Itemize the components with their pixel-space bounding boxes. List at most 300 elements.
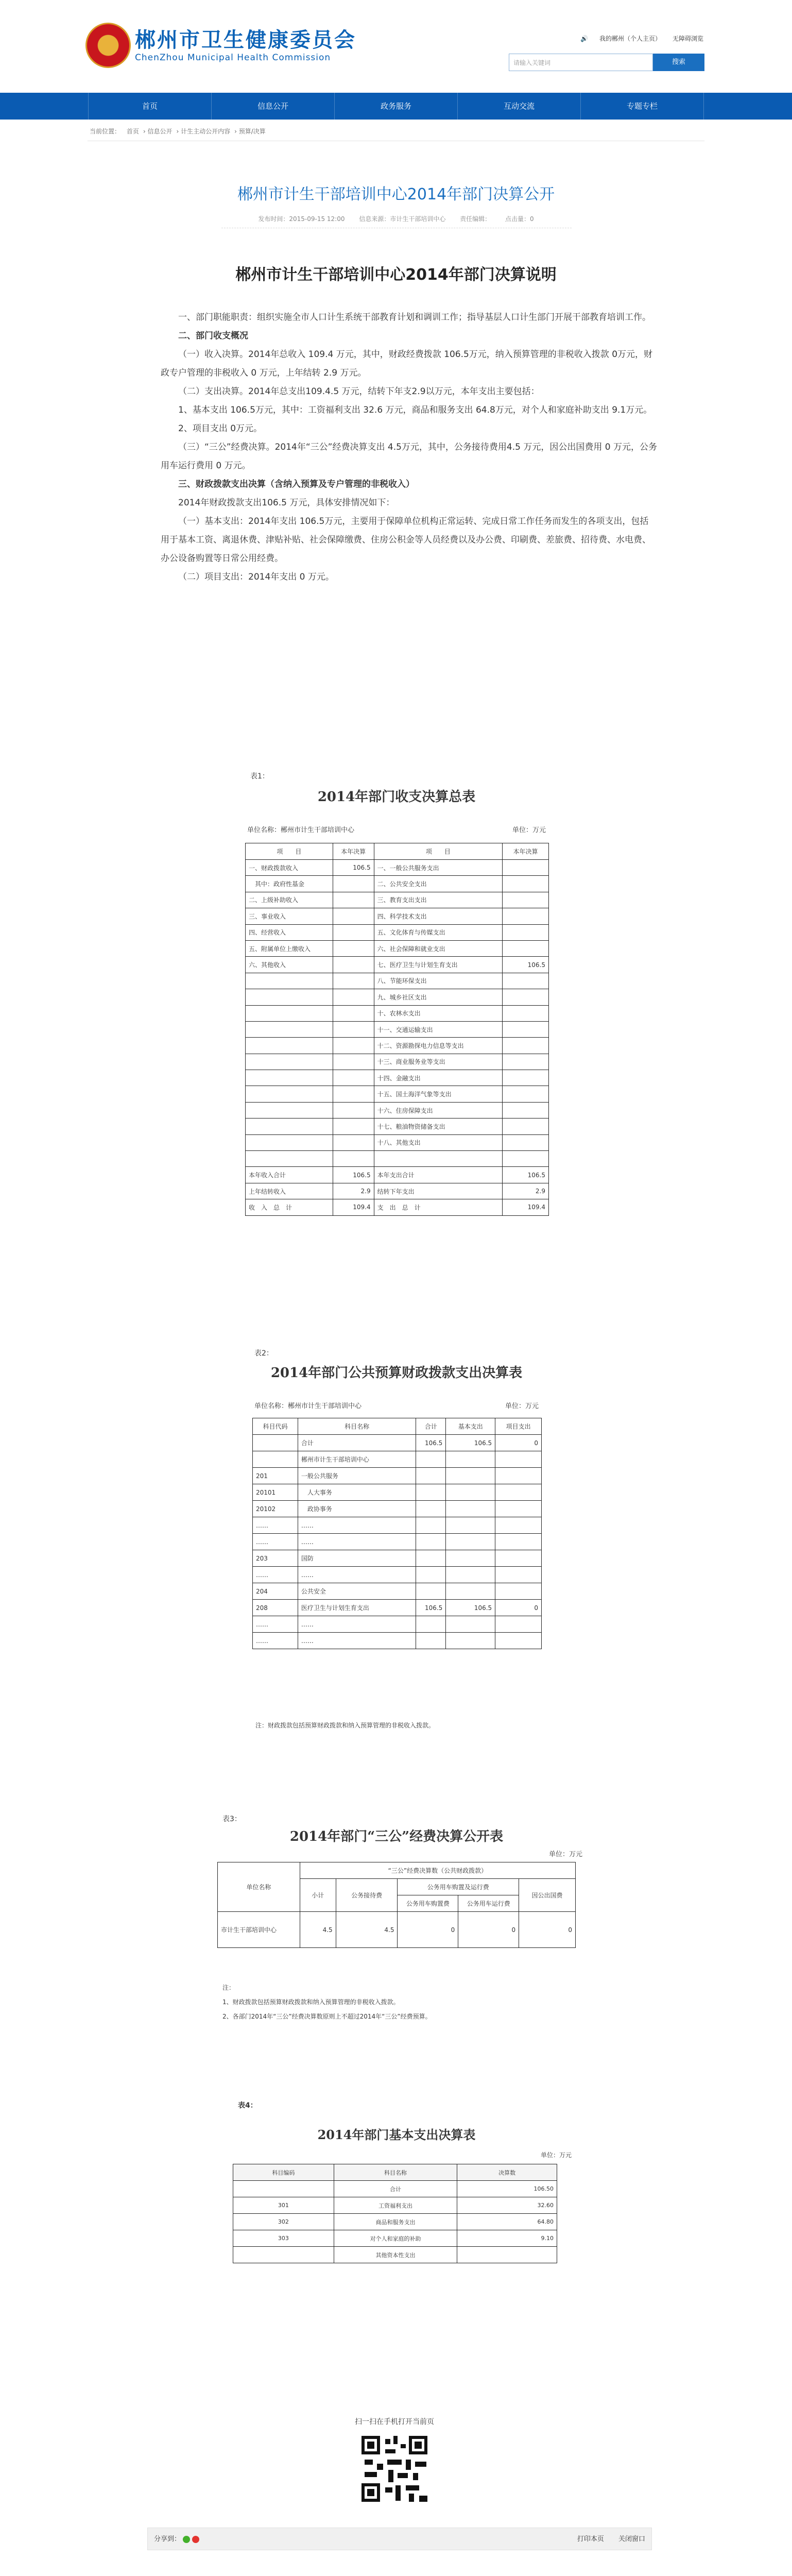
table-cell: 0 (495, 1600, 542, 1616)
table-cell (446, 1616, 495, 1633)
table-cell (374, 1151, 502, 1167)
table-cell: 十一、交通运输支出 (374, 1021, 502, 1037)
table2-unit: 单位：万元 (505, 1402, 539, 1410)
t3-cell: 0 (398, 1912, 458, 1948)
table-cell (446, 1501, 495, 1517)
table-cell (416, 1633, 446, 1649)
table-cell: 106.5 (333, 860, 374, 876)
col-head: 合计 (416, 1418, 446, 1435)
table-cell (416, 1484, 446, 1501)
table-cell (446, 1451, 495, 1468)
table-cell: 五、附属单位上缴收入 (246, 940, 333, 956)
table1-title: 2014年部门收支决算总表 (317, 789, 476, 805)
table-cell (503, 892, 549, 908)
table-cell (446, 1633, 495, 1649)
col-head: 项目支出 (495, 1418, 542, 1435)
accessibility-link[interactable]: 无障碍浏览 (672, 35, 703, 42)
t3-cell: 市计生干部培训中心 (218, 1912, 300, 1948)
table-cell: 109.4 (333, 1199, 374, 1215)
table-cell (495, 1517, 542, 1534)
table-cell: …… (298, 1567, 416, 1583)
table-cell (416, 1534, 446, 1550)
table-cell (503, 1054, 549, 1070)
t3-h-top: “三公”经费决算数（公共财政拨款） (300, 1862, 575, 1879)
table-row (246, 860, 549, 876)
table-row (246, 973, 549, 989)
table-cell (333, 1070, 374, 1086)
table-row (253, 1468, 542, 1484)
table-cell: 106.5 (446, 1435, 495, 1451)
para: （一）收入决算。2014年总收入 109.4 万元，其中，财政经费拨款 106.5万元，纳入预算管理的非税收入拨款 0万元，财政专户管理的非税收入 0 万元，上年结转 2.9 万元。 (161, 349, 653, 378)
table-cell: 本年收入合计 (246, 1167, 333, 1183)
breadcrumb-budget[interactable]: 预算/决算 (238, 128, 266, 135)
table-cell: 301 (233, 2197, 334, 2214)
table-row (246, 1134, 549, 1150)
note-line: 2、各部门2014年“三公”经费决算数原则上不超过2014年“三公”经费预算。 (222, 2013, 432, 2020)
table-cell (446, 1468, 495, 1484)
breadcrumb-planning[interactable]: 计生主动公开内容 (181, 128, 231, 135)
table-cell: 109.4 (503, 1199, 549, 1215)
table-row (246, 1070, 549, 1086)
table-cell: 106.5 (446, 1600, 495, 1616)
table-cell (416, 1567, 446, 1583)
t3-h-unit: 单位名称 (218, 1862, 300, 1912)
table-cell: 64.80 (457, 2214, 557, 2230)
col-head: 决算数 (457, 2164, 557, 2181)
table-row (246, 1086, 549, 1102)
table-cell: 公共安全 (298, 1583, 416, 1600)
table-cell: 一般公共服务 (298, 1468, 416, 1484)
table-cell (333, 876, 374, 892)
table-cell (495, 1484, 542, 1501)
table-row (253, 1550, 542, 1567)
nav-home[interactable]: 首页 (88, 93, 212, 120)
site-title-cn[interactable]: 郴州市卫生健康委员会 (135, 28, 356, 52)
table-cell: 六、其他收入 (246, 957, 333, 973)
col-head: 项 目 (374, 843, 502, 860)
qr-code-icon (359, 2434, 429, 2504)
table-cell (503, 1118, 549, 1134)
table-row (233, 2197, 557, 2214)
table-row (246, 1054, 549, 1070)
wechat-share-icon[interactable] (183, 2536, 190, 2543)
table-cell (446, 1583, 495, 1600)
table-cell (503, 1038, 549, 1054)
table-cell: 三、教育支出支出 (374, 892, 502, 908)
table-cell (246, 989, 333, 1005)
table-cell (246, 1038, 333, 1054)
table-cell: 十八、其他支出 (374, 1134, 502, 1150)
table-cell (503, 876, 549, 892)
table-cell (446, 1517, 495, 1534)
table-row (253, 1517, 542, 1534)
table-cell (416, 1616, 446, 1633)
table-cell (246, 1151, 333, 1167)
para: （二）项目支出：2014年支出 0 万元。 (178, 572, 334, 582)
table-cell: 本年支出合计 (374, 1167, 502, 1183)
table1 (245, 843, 549, 1216)
table4-label: 表4： (238, 2102, 257, 2110)
table-cell: 合计 (334, 2181, 457, 2197)
para: （二）支出决算。2014年总支出109.4.5 万元，结转下年支2.9以万元，本年支出主要包括： (178, 386, 540, 397)
share-bar (147, 2528, 652, 2550)
table-cell (495, 1633, 542, 1649)
table-cell (495, 1534, 542, 1550)
site-title-en: ChenZhou Municipal Health Commission (135, 53, 331, 63)
table-cell (457, 2247, 557, 2263)
close-window-button[interactable]: 关闭窗口 (618, 2535, 645, 2543)
para: （一）基本支出：2014年支出 106.5万元，主要用于保障单位机构正常运转、完成日常工作任务而发生的各项支出，包括用于基本工资、离退休费、津贴补贴、社会保障缴费、住房公积金等人员经费以及办公费、印刷费、差旅费、招待费、水电费、办公设备购置等日常公用经费。 (161, 516, 651, 564)
table-cell (503, 924, 549, 940)
table-cell (503, 1086, 549, 1102)
table-cell: 十六、住房保障支出 (374, 1102, 502, 1118)
table1-unit: 单位：万元 (512, 826, 546, 834)
table-row (246, 1005, 549, 1021)
table-cell (503, 989, 549, 1005)
para: 1、基本支出 106.5万元，其中：工资福利支出 32.6 万元，商品和服务支出 64.8万元，对个人和家庭补助支出 9.1万元。 (178, 405, 652, 415)
table-cell (333, 989, 374, 1005)
table-cell: 政协事务 (298, 1501, 416, 1517)
table3-notes (222, 1980, 432, 2024)
print-button[interactable]: 打印本页 (577, 2535, 604, 2543)
table-cell (246, 1134, 333, 1150)
table-cell: 合计 (298, 1435, 416, 1451)
weibo-share-icon[interactable] (192, 2536, 199, 2543)
note-line: 注： (222, 1984, 235, 1991)
table-cell (495, 1451, 542, 1468)
table-cell: 一、一般公共服务支出 (374, 860, 502, 876)
table-cell: 其他资本性支出 (334, 2247, 457, 2263)
table-cell (333, 892, 374, 908)
table-cell (333, 908, 374, 924)
table-cell (495, 1567, 542, 1583)
table-cell: 106.5 (416, 1435, 446, 1451)
table-row (246, 1118, 549, 1134)
nav-gov-service[interactable]: 政务服务 (335, 93, 458, 120)
table-cell: 二、上级补助收入 (246, 892, 333, 908)
para: （三）“三公”经费决算。2014年“三公”经费决算支出 4.5万元，其中，公务接待费用4.5 万元，因公出国费用 0 万元，公务用车运行费用 0 万元。 (161, 442, 657, 471)
national-emblem-icon (85, 23, 131, 68)
table-cell: …… (298, 1534, 416, 1550)
table-cell (446, 1484, 495, 1501)
table-cell (253, 1435, 298, 1451)
table-cell (495, 1468, 542, 1484)
table3-title: 2014年部门“三公”经费决算公开表 (289, 1829, 504, 1844)
speaker-icon[interactable]: 🔊 (580, 35, 588, 42)
main-nav (0, 93, 792, 120)
table-row (246, 989, 549, 1005)
table-cell: 五、文化体育与传媒支出 (374, 924, 502, 940)
table-cell: 106.5 (503, 1167, 549, 1183)
table-cell: 十五、国土海洋气象等支出 (374, 1086, 502, 1102)
note-line: 1、财政拨款包括预算财政拨款和纳入预算管理的非税收入拨款。 (222, 1998, 400, 2006)
table-cell: …… (253, 1616, 298, 1633)
table-cell: 2.9 (503, 1183, 549, 1199)
table-cell: 2.9 (333, 1183, 374, 1199)
t3-cell: 0 (458, 1912, 519, 1948)
table3 (217, 1862, 576, 1948)
table-cell: 六、社会保障和就业支出 (374, 940, 502, 956)
table-cell (503, 940, 549, 956)
table-cell: 上年结转收入 (246, 1183, 333, 1199)
table-cell (233, 2181, 334, 2197)
table1-unitline (247, 824, 546, 834)
para: 2、项目支出 0万元。 (178, 423, 263, 434)
table-cell (333, 1054, 374, 1070)
t3-cell: 4.5 (300, 1912, 336, 1948)
table-cell: 四、经营收入 (246, 924, 333, 940)
table-row (246, 924, 549, 940)
table-cell (495, 1550, 542, 1567)
table-cell (233, 2247, 334, 2263)
table2-title: 2014年部门公共预算财政拨款支出决算表 (270, 1365, 523, 1381)
table-cell: 八、节能环保支出 (374, 973, 502, 989)
table-cell: 工资福利支出 (334, 2197, 457, 2214)
table-cell (333, 957, 374, 973)
table-cell: 106.5 (503, 957, 549, 973)
table2-org: 单位名称：郴州市计生干部培训中心 (254, 1402, 362, 1410)
table-cell (333, 1134, 374, 1150)
table-cell (503, 1151, 549, 1167)
table-cell: 二、公共安全支出 (374, 876, 502, 892)
table-cell (416, 1468, 446, 1484)
table-cell (503, 908, 549, 924)
table-cell (503, 1070, 549, 1086)
table-cell (246, 973, 333, 989)
table-cell (246, 1005, 333, 1021)
table-cell: …… (253, 1517, 298, 1534)
table-row (233, 2181, 557, 2197)
table-cell: 203 (253, 1550, 298, 1567)
doc-title: 郴州市计生干部培训中心2014年部门决算说明 (235, 266, 557, 284)
table-cell: 人大事务 (298, 1484, 416, 1501)
table-cell (503, 1005, 549, 1021)
table1-label: 表1： (250, 772, 269, 781)
para: 2014年财政拨款支出106.5 万元，具体安排情况如下： (178, 498, 395, 508)
table-cell: 20102 (253, 1501, 298, 1517)
table-row (253, 1583, 542, 1600)
table2 (252, 1418, 542, 1649)
breadcrumb: 当前位置： 首页 › 信息公开 › 计生主动公开内容 › 预算/决算 (88, 122, 704, 141)
table1-org: 单位名称：郴州市计生干部培训中心 (247, 826, 355, 834)
table-row (233, 2214, 557, 2230)
col-head: 本年决算 (503, 843, 549, 860)
table-cell (333, 1005, 374, 1021)
table-cell: 0 (495, 1435, 542, 1451)
table2-note: 注：财政拨款包括预算财政拨款和纳入预算管理的非税收入拨款。 (255, 1722, 435, 1729)
t3-h-abroad: 因公出国费 (519, 1879, 576, 1912)
table-cell: 十、农林水支出 (374, 1005, 502, 1021)
table-cell: 106.5 (333, 1167, 374, 1183)
table-cell: 九、城乡社区支出 (374, 989, 502, 1005)
t3-h-recv: 公务接待费 (336, 1879, 398, 1912)
table-row (253, 1633, 542, 1649)
article-title: 郴州市计生干部培训中心2014年部门决算公开 (237, 185, 555, 204)
table-cell: 十三、商业服务业等支出 (374, 1054, 502, 1070)
table-cell (253, 1451, 298, 1468)
table-cell: 结转下年支出 (374, 1183, 502, 1199)
table-cell: 106.5 (416, 1600, 446, 1616)
table-cell (333, 1038, 374, 1054)
table-cell: 106.50 (457, 2181, 557, 2197)
table-cell: 国防 (298, 1550, 416, 1567)
breadcrumb-home[interactable]: 首页 (126, 128, 139, 135)
t3-h-car-buy: 公务用车购置费 (398, 1895, 458, 1912)
nav-info-public[interactable]: 信息公开 (212, 93, 335, 120)
table-row (233, 2230, 557, 2247)
table-cell (495, 1616, 542, 1633)
table-cell (246, 1070, 333, 1086)
table-row (253, 1435, 542, 1451)
article-meta (88, 214, 704, 223)
col-head: 科目代码 (253, 1418, 298, 1435)
t3-cell: 4.5 (336, 1912, 398, 1948)
table-row (253, 1600, 542, 1616)
para: 二、部门收支概况 (178, 331, 248, 341)
table-cell: 204 (253, 1583, 298, 1600)
table-cell: 医疗卫生与计划生育支出 (298, 1600, 416, 1616)
col-head: 基本支出 (446, 1418, 495, 1435)
table-cell (416, 1517, 446, 1534)
table-row (253, 1501, 542, 1517)
table-cell: 收 入 总 计 (246, 1199, 333, 1215)
table-cell (416, 1583, 446, 1600)
table-cell (495, 1583, 542, 1600)
table3-label: 表3： (222, 1815, 242, 1823)
col-head: 科目名称 (298, 1418, 416, 1435)
table-row (246, 1151, 549, 1167)
table-cell: …… (253, 1567, 298, 1583)
table-cell: …… (253, 1534, 298, 1550)
col-head: 本年决算 (333, 843, 374, 860)
table3-unit: 单位：万元 (549, 1851, 583, 1858)
table-cell: 302 (233, 2214, 334, 2230)
table-cell (416, 1451, 446, 1468)
table-cell: …… (298, 1633, 416, 1649)
search-button[interactable]: 搜索 (653, 54, 704, 71)
table-cell (246, 1102, 333, 1118)
breadcrumb-prefix: 当前位置： (90, 128, 121, 135)
table-row (233, 2247, 557, 2263)
table-cell: 十四、金融支出 (374, 1070, 502, 1086)
table-cell (503, 1102, 549, 1118)
table-cell (246, 1086, 333, 1102)
table-cell (416, 1550, 446, 1567)
table-row (246, 876, 549, 892)
table-cell (503, 1021, 549, 1037)
editor: 责任编辑： (460, 215, 491, 223)
table-cell: 支 出 总 计 (374, 1199, 502, 1215)
breadcrumb-info[interactable]: 信息公开 (147, 128, 173, 135)
table-cell: 9.10 (457, 2230, 557, 2247)
table-row (253, 1451, 542, 1468)
table-cell (333, 973, 374, 989)
table-cell (333, 1118, 374, 1134)
table-row (246, 957, 549, 973)
table-row (246, 940, 549, 956)
click-count: 点击量：0 (505, 215, 534, 223)
table-cell: 201 (253, 1468, 298, 1484)
site-header (0, 0, 792, 93)
nav-topics[interactable]: 专题专栏 (581, 93, 704, 120)
table-cell: 其中：政府性基金 (246, 876, 333, 892)
table-cell: 208 (253, 1600, 298, 1616)
t3-h-total: 小计 (300, 1879, 336, 1912)
table-row (246, 1102, 549, 1118)
table-cell (333, 924, 374, 940)
table-cell: 四、科学技术支出 (374, 908, 502, 924)
table-cell (333, 1102, 374, 1118)
table-cell (333, 940, 374, 956)
table4-title: 2014年部门基本支出决算表 (317, 2127, 476, 2142)
table-cell (446, 1550, 495, 1567)
table-cell: 303 (233, 2230, 334, 2247)
table-cell: 郴州市计生干部培训中心 (298, 1451, 416, 1468)
table-cell (503, 973, 549, 989)
nav-interaction[interactable]: 互动交流 (458, 93, 581, 120)
table-cell (333, 1021, 374, 1037)
table-row (246, 1199, 549, 1215)
table-cell (503, 1134, 549, 1150)
table-cell: 三、事业收入 (246, 908, 333, 924)
table-cell: 商品和服务支出 (334, 2214, 457, 2230)
col-head: 项 目 (246, 843, 333, 860)
top-links (580, 34, 703, 43)
table-cell: 32.60 (457, 2197, 557, 2214)
table2-label: 表2： (254, 1349, 273, 1358)
table-cell (333, 1151, 374, 1167)
table-cell (246, 1021, 333, 1037)
table-row (246, 1021, 549, 1037)
para: 三、财政拨款支出决算（含纳入预算及专户管理的非税收入） (178, 479, 415, 489)
table-cell (446, 1534, 495, 1550)
table-cell (446, 1567, 495, 1583)
t3-h-car: 公务用车购置及运行费 (398, 1879, 519, 1895)
table-cell: …… (253, 1633, 298, 1649)
table-cell (333, 1086, 374, 1102)
t3-h-car-run: 公务用车运行费 (458, 1895, 519, 1912)
table-cell: 七、医疗卫生与计划生育支出 (374, 957, 502, 973)
table-row (253, 1534, 542, 1550)
share-label: 分享到： (154, 2535, 181, 2543)
table-row (246, 892, 549, 908)
para: 一、部门职能职责：组织实施全市人口计生系统干部教育计划和调训工作；指导基层人口计生部门开展干部教育培训工作。 (178, 312, 651, 323)
table-row (246, 908, 549, 924)
table-row (246, 1167, 549, 1183)
table-cell (246, 1054, 333, 1070)
table-cell: 一、财政拨款收入 (246, 860, 333, 876)
table2-unitline (254, 1400, 539, 1410)
table-cell: 十七、粮油物资储备支出 (374, 1118, 502, 1134)
t3-cell: 0 (519, 1912, 576, 1948)
table-row (246, 1183, 549, 1199)
table-row (253, 1484, 542, 1501)
table-cell (416, 1501, 446, 1517)
doc-body (161, 308, 657, 586)
search-input[interactable]: 请输入关键词 (509, 54, 653, 71)
table-cell: 20101 (253, 1484, 298, 1501)
table-row (253, 1567, 542, 1583)
my-chenzhou-link[interactable]: 我的郴州（个人主页） (599, 35, 661, 42)
col-head: 科目名称 (334, 2164, 457, 2181)
col-head: 科目编码 (233, 2164, 334, 2181)
table-cell (503, 860, 549, 876)
table-cell: 对个人和家庭的补助 (334, 2230, 457, 2247)
table-cell: …… (298, 1517, 416, 1534)
publish-time: 发布时间：2015-09-15 12:00 (258, 215, 345, 223)
table-cell (246, 1118, 333, 1134)
source: 信息来源：市计生干部培训中心 (359, 215, 446, 223)
